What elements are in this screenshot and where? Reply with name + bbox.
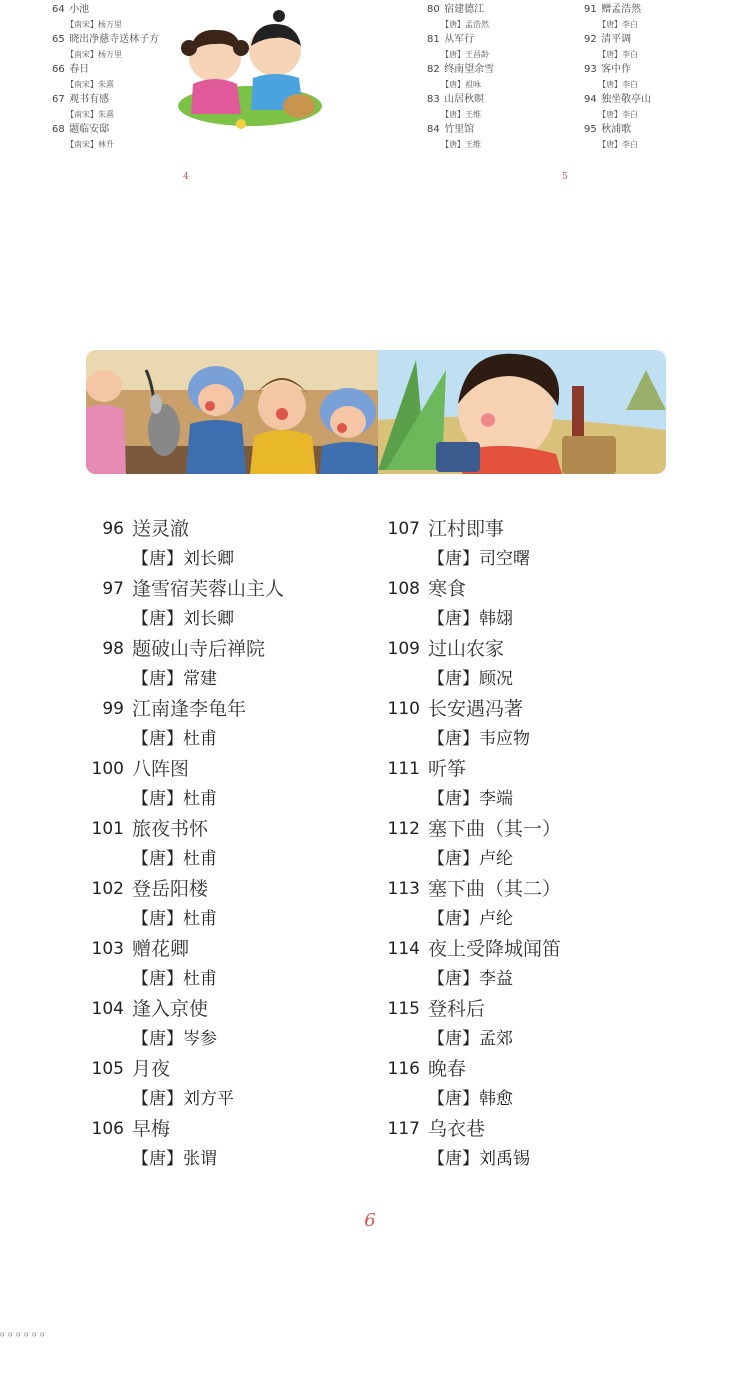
entry-author: 【唐】刘禹锡 bbox=[428, 1149, 530, 1169]
entry-number: 102 bbox=[91, 879, 124, 899]
entry-title: 月夜 bbox=[132, 1058, 171, 1080]
entry-number: 104 bbox=[91, 999, 124, 1019]
entry-title: 逢入京使 bbox=[132, 998, 209, 1020]
children-illustration bbox=[175, 6, 325, 131]
entry-author: 【唐】韩愈 bbox=[428, 1089, 513, 1109]
top-left-list bbox=[52, 2, 159, 152]
list-item: 65 晓出净慈寺送林子方 【南宋】杨万里 bbox=[52, 34, 160, 59]
list-item: 84 竹里馆 【唐】王维 bbox=[427, 124, 481, 149]
entry-title: 题破山寺后禅院 bbox=[132, 638, 266, 660]
entry-title: 登科后 bbox=[428, 998, 486, 1020]
banner-illustration bbox=[86, 350, 666, 474]
entry-author: 【唐】卢纶 bbox=[428, 849, 513, 869]
toc-entry[interactable] bbox=[382, 995, 682, 1055]
entry-number: 109 bbox=[387, 639, 420, 659]
entry-author: 【唐】顾况 bbox=[428, 669, 513, 689]
footer-dots: 。。。。。。 bbox=[0, 1324, 55, 1338]
entry-title: 早梅 bbox=[132, 1118, 171, 1140]
entry-author: 【唐】常建 bbox=[132, 669, 217, 689]
entry-number: 108 bbox=[387, 579, 420, 599]
entry-number: 98 bbox=[102, 639, 124, 659]
toc-entry[interactable] bbox=[86, 695, 376, 755]
entry-number: 111 bbox=[387, 759, 420, 779]
entry-title: 八阵图 bbox=[132, 758, 190, 780]
toc-entry[interactable] bbox=[382, 755, 682, 815]
entry-number: 101 bbox=[91, 819, 124, 839]
list-item: 95 秋浦歌 【唐】李白 bbox=[584, 124, 638, 149]
toc-entry[interactable] bbox=[86, 1115, 376, 1175]
toc-entry[interactable] bbox=[86, 635, 376, 695]
list-item: 92 清平调 【唐】李白 bbox=[584, 34, 638, 59]
entry-number: 103 bbox=[91, 939, 124, 959]
list-item: 83 山居秋暝 【唐】王维 bbox=[427, 94, 485, 119]
entry-number: 113 bbox=[387, 879, 420, 899]
entry-author: 【唐】李益 bbox=[428, 969, 513, 989]
list-item: 94 独坐敬亭山 【唐】李白 bbox=[584, 94, 652, 119]
entry-number: 110 bbox=[387, 699, 420, 719]
list-item: 82 终南望余雪 【唐】祖咏 bbox=[427, 64, 495, 89]
toc-entry[interactable] bbox=[382, 815, 682, 875]
toc-entry[interactable] bbox=[382, 1055, 682, 1115]
list-item: 67 观书有感 【南宋】朱熹 bbox=[52, 94, 114, 119]
toc-entry[interactable] bbox=[382, 695, 682, 755]
entry-title: 乌衣巷 bbox=[428, 1118, 486, 1140]
entry-title: 登岳阳楼 bbox=[132, 878, 209, 900]
entry-title: 逢雪宿芙蓉山主人 bbox=[132, 578, 285, 600]
entry-author: 【唐】刘长卿 bbox=[132, 549, 234, 569]
entry-number: 114 bbox=[387, 939, 420, 959]
list-item: 68 题临安邸 【南宋】林升 bbox=[52, 124, 114, 149]
entry-title: 寒食 bbox=[428, 578, 467, 600]
entry-number: 96 bbox=[102, 519, 124, 539]
entry-number: 106 bbox=[91, 1119, 124, 1139]
entry-title: 塞下曲（其一） bbox=[428, 818, 562, 840]
entry-number: 105 bbox=[91, 1059, 124, 1079]
entry-number: 99 bbox=[102, 699, 124, 719]
toc-entry[interactable] bbox=[382, 515, 682, 575]
entry-author: 【唐】杜甫 bbox=[132, 909, 217, 929]
list-item: 80 宿建德江 【唐】孟浩然 bbox=[427, 4, 489, 29]
entry-author: 【唐】刘方平 bbox=[132, 1089, 234, 1109]
entry-author: 【唐】李端 bbox=[428, 789, 513, 809]
entry-number: 115 bbox=[387, 999, 420, 1019]
entry-title: 夜上受降城闻笛 bbox=[428, 938, 562, 960]
entry-number: 97 bbox=[102, 579, 124, 599]
entry-number: 116 bbox=[387, 1059, 420, 1079]
toc-entry[interactable] bbox=[86, 995, 376, 1055]
toc-entry[interactable] bbox=[382, 575, 682, 635]
entry-author: 【唐】杜甫 bbox=[132, 789, 217, 809]
list-item: 81 从军行 【唐】王昌龄 bbox=[427, 34, 489, 59]
entry-author: 【唐】杜甫 bbox=[132, 849, 217, 869]
toc-entry[interactable] bbox=[86, 755, 376, 815]
entry-author: 【唐】司空曙 bbox=[428, 549, 530, 569]
entry-author: 【唐】岑参 bbox=[132, 1029, 217, 1049]
entry-number: 117 bbox=[387, 1119, 420, 1139]
page-number-left: 4 bbox=[183, 172, 189, 182]
toc-entry[interactable] bbox=[86, 575, 376, 635]
toc-entry[interactable] bbox=[86, 935, 376, 995]
entry-number: 112 bbox=[387, 819, 420, 839]
entry-author: 【唐】刘长卿 bbox=[132, 609, 234, 629]
entry-author: 【唐】韩翃 bbox=[428, 609, 513, 629]
page-number: 6 bbox=[364, 1210, 376, 1231]
list-item: 91 赠孟浩然 【唐】李白 bbox=[584, 4, 642, 29]
toc-entry[interactable] bbox=[382, 875, 682, 935]
entry-title: 旅夜书怀 bbox=[132, 818, 209, 840]
toc-entry[interactable] bbox=[86, 515, 376, 575]
list-item: 66 春日 【南宋】朱熹 bbox=[52, 64, 114, 89]
toc-entry[interactable] bbox=[382, 1115, 682, 1175]
entry-title: 过山农家 bbox=[428, 638, 505, 660]
entry-title: 赠花卿 bbox=[132, 938, 190, 960]
entry-author: 【唐】韦应物 bbox=[428, 729, 530, 749]
page-number-right: 5 bbox=[562, 172, 568, 182]
entry-author: 【唐】孟郊 bbox=[428, 1029, 513, 1049]
toc-entry[interactable] bbox=[382, 635, 682, 695]
top-mid-list bbox=[427, 2, 494, 152]
entry-title: 听筝 bbox=[428, 758, 467, 780]
entry-author: 【唐】张谓 bbox=[132, 1149, 217, 1169]
entry-number: 100 bbox=[91, 759, 124, 779]
toc-entry[interactable] bbox=[86, 875, 376, 935]
entry-title: 江村即事 bbox=[428, 518, 505, 540]
entry-author: 【唐】杜甫 bbox=[132, 729, 217, 749]
list-item: 93 客中作 【唐】李白 bbox=[584, 64, 638, 89]
entry-number: 107 bbox=[387, 519, 420, 539]
entry-title: 江南逢李龟年 bbox=[132, 698, 247, 720]
entry-title: 塞下曲（其二） bbox=[428, 878, 562, 900]
toc-entry[interactable] bbox=[382, 935, 682, 995]
toc-left-column bbox=[86, 515, 376, 1175]
top-right-list bbox=[584, 2, 651, 152]
entry-title: 长安遇冯著 bbox=[428, 698, 524, 720]
list-item: 64 小池 【南宋】杨万里 bbox=[52, 4, 122, 29]
toc-right-column bbox=[382, 515, 682, 1175]
entry-title: 晚春 bbox=[428, 1058, 467, 1080]
toc-entry[interactable] bbox=[86, 815, 376, 875]
entry-title: 送灵澈 bbox=[132, 518, 190, 540]
entry-author: 【唐】杜甫 bbox=[132, 969, 217, 989]
toc-entry[interactable] bbox=[86, 1055, 376, 1115]
entry-author: 【唐】卢纶 bbox=[428, 909, 513, 929]
